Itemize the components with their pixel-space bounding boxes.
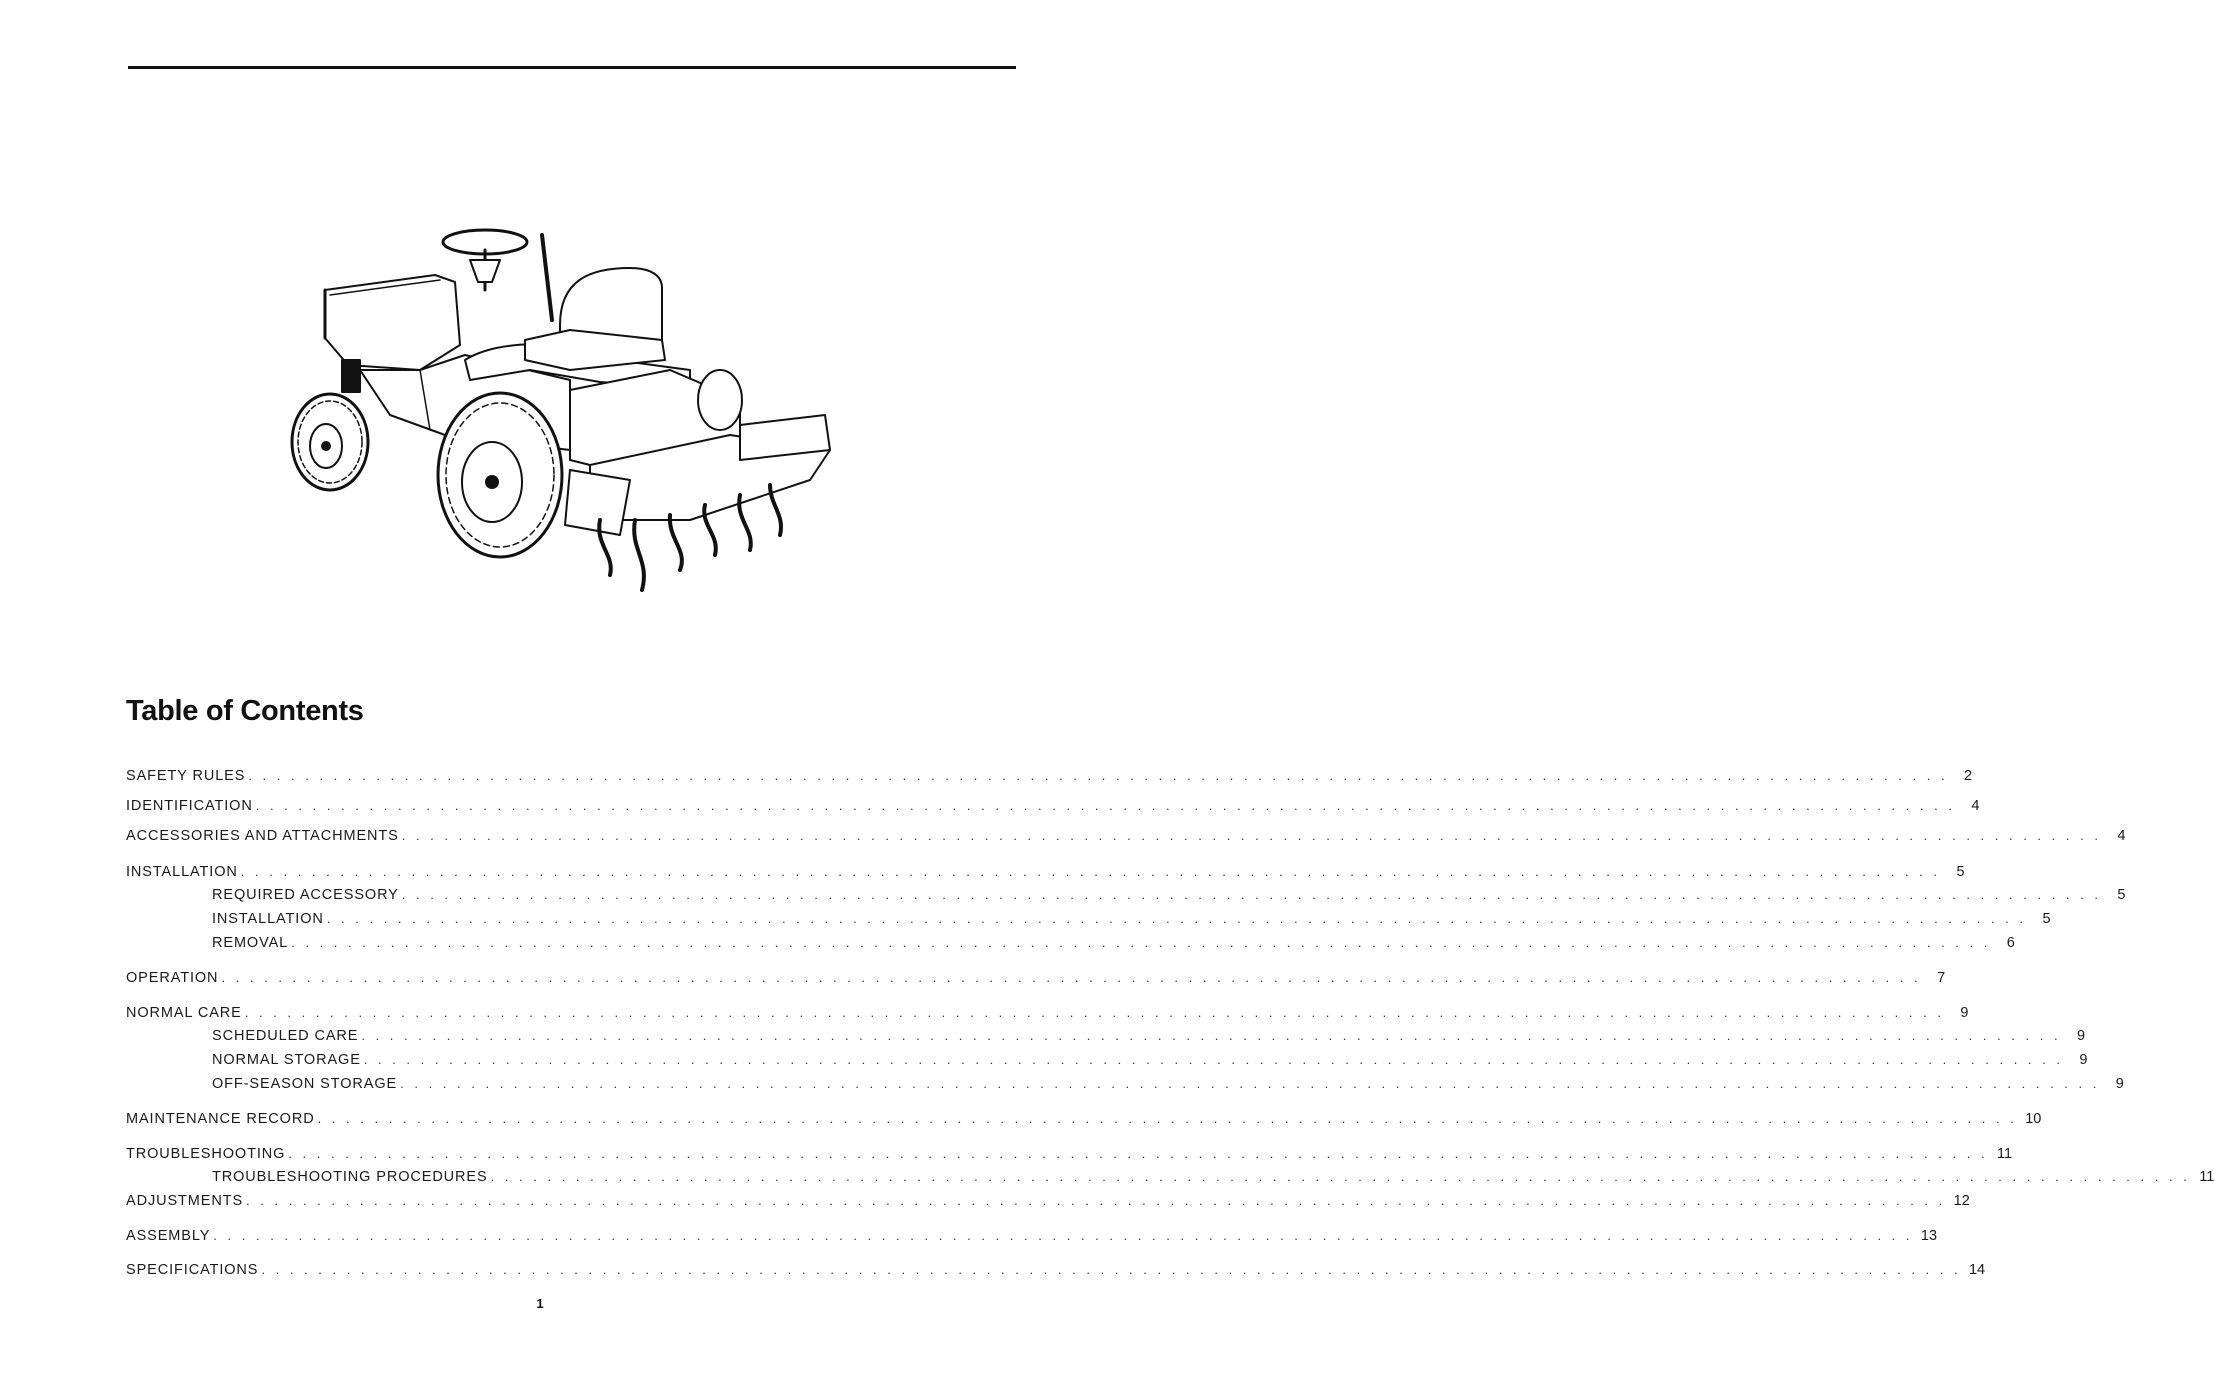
- toc-entry-label: SAFETY RULES: [126, 768, 246, 784]
- toc-dot-leader: . . . . . . . . . . . . . . . . . . . . . . . . . . . . . . . . . . . . . . . . . . . . . . . . . . . . . . . . . . . . . . . . . . . . . . . . . . . . . . . . . . . . . . . . . . . . . . . . . . . . . . . . . . . . . . . . . . . . . . . .: [401, 828, 2102, 843]
- toc-entry: [126, 1005, 1969, 1027]
- toc-entry-page: 2: [1963, 768, 1973, 784]
- toc-entry-page: 11: [1997, 1146, 2013, 1162]
- toc-entry-label: IDENTIFICATION: [126, 798, 253, 814]
- toc-dot-leader: . . . . . . . . . . . . . . . . . . . . . . . . . . . . . . . . . . . . . . . . . . . . . . . . . . . . . . . . . . . . . . . . . . . . . . . . . . . . . . . . . . . . . . . . . . . . . . . . . . . . . . . . . . . . . . . . . . . . . . . .: [244, 1005, 1945, 1020]
- toc-dot-leader: . . . . . . . . . . . . . . . . . . . . . . . . . . . . . . . . . . . . . . . . . . . . . . . . . . . . . . . . . . . . . . . . . . . . . . . . . . . . . . . . . . . . . . . . . . . . . . . . . . . . . . . . . . . . . . . . . . . . . . . .: [248, 768, 1949, 783]
- toc-entry: [126, 768, 1973, 790]
- toc-entry-page: 9: [1960, 1005, 1969, 1021]
- toc-entry: [126, 1146, 2013, 1168]
- toc-dot-leader: . . . . . . . . . . . . . . . . . . . . . . . . . . . . . . . . . . . . . . . . . . . . . . . . . . . . . . . . . . . . . . . . . . . . . . . . . . . . . . . . . . . . . . . . . . . . . . . . . . . . . . . . . . . . . . . . . . . . . . . .: [291, 935, 1991, 950]
- toc-entry: [126, 1169, 2214, 1191]
- toc-entry-page: 14: [1968, 1262, 1986, 1278]
- toc-dot-leader: . . . . . . . . . . . . . . . . . . . . . . . . . . . . . . . . . . . . . . . . . . . . . . . . . . . . . . . . . . . . . . . . . . . . . . . . . . . . . . . . . . . . . . . . . . . . . . . . . . . . . . . . . . . . . . . . . . . . . . . .: [261, 1262, 1962, 1277]
- page-number: 1: [536, 1296, 544, 1311]
- toc-entry: [126, 1228, 1938, 1250]
- toc-entry-label: MAINTENANCE RECORD: [126, 1111, 315, 1127]
- toc-entry-label: INSTALLATION: [126, 864, 238, 880]
- toc-entry-label: REMOVAL: [212, 935, 289, 951]
- toc-entry-page: 12: [1953, 1193, 1970, 1209]
- toc-entry: [126, 1262, 1986, 1284]
- toc-entry-label: SPECIFICATIONS: [126, 1262, 259, 1278]
- toc-dot-leader: . . . . . . . . . . . . . . . . . . . . . . . . . . . . . . . . . . . . . . . . . . . . . . . . . . . . . . . . . . . . . . . . . . . . . . . . . . . . . . . . . . . . . . . . . . . . . . . . . . . . . . . . . . . . . . . . . . . . . . . .: [246, 1193, 1946, 1208]
- toc-dot-leader: . . . . . . . . . . . . . . . . . . . . . . . . . . . . . . . . . . . . . . . . . . . . . . . . . . . . . . . . . . . . . . . . . . . . . . . . . . . . . . . . . . . . . . . . . . . . . . . . . . . . . . . . . . . . . . . . . . . . . . . .: [400, 1076, 2100, 1091]
- toc-entry-page: 11: [2199, 1169, 2214, 1185]
- toc-entry-page: 9: [2077, 1028, 2086, 1044]
- toc-dot-leader: . . . . . . . . . . . . . . . . . . . . . . . . . . . . . . . . . . . . . . . . . . . . . . . . . . . . . . . . . . . . . . . . . . . . . . . . . . . . . . . . . . . . . . . . . . . . . . . . . . . . . . . . . . . . . . . . . . . . . . . .: [317, 1111, 2018, 1126]
- toc-entry: [126, 1052, 2088, 1074]
- top-rule: [128, 66, 1016, 69]
- toc-entry-label: ACCESSORIES AND ATTACHMENTS: [126, 828, 399, 844]
- toc-entry-label: NORMAL STORAGE: [212, 1052, 361, 1068]
- toc-entry: [126, 887, 2126, 909]
- toc-entry-page: 9: [2079, 1052, 2088, 1068]
- toc-entry: [126, 798, 1980, 820]
- toc-entry-page: 4: [1971, 798, 1980, 814]
- toc-entry-label: TROUBLESHOOTING: [126, 1146, 286, 1162]
- toc-entry-label: OPERATION: [126, 970, 219, 986]
- toc-entry-label: SCHEDULED CARE: [212, 1028, 359, 1044]
- toc-entry-page: 5: [2042, 911, 2051, 927]
- toc-dot-leader: . . . . . . . . . . . . . . . . . . . . . . . . . . . . . . . . . . . . . . . . . . . . . . . . . . . . . . . . . . . . . . . . . . . . . . . . . . . . . . . . . . . . . . . . . . . . . . . . . . . . . . . . . . . . . . . . . . . . . . . .: [288, 1146, 1989, 1161]
- toc-dot-leader: . . . . . . . . . . . . . . . . . . . . . . . . . . . . . . . . . . . . . . . . . . . . . . . . . . . . . . . . . . . . . . . . . . . . . . . . . . . . . . . . . . . . . . . . . . . . . . . . . . . . . . . . . . . . . . . . . . . . . . . .: [363, 1052, 2064, 1067]
- toc-entry-label: TROUBLESHOOTING PROCEDURES: [212, 1169, 488, 1185]
- toc-entry-label: REQUIRED ACCESSORY: [212, 887, 399, 903]
- toc-entry: [126, 1076, 2124, 1098]
- toc-entry-label: NORMAL CARE: [126, 1005, 242, 1021]
- toc-entry: [126, 828, 2126, 850]
- toc-entry-page: 5: [2117, 887, 2126, 903]
- toc-dot-leader: . . . . . . . . . . . . . . . . . . . . . . . . . . . . . . . . . . . . . . . . . . . . . . . . . . . . . . . . . . . . . . . . . . . . . . . . . . . . . . . . . . . . . . . . . . . . . . . . . . . . . . . . . . . . . . . . . . . . . . . .: [213, 1228, 1914, 1243]
- toc-entry-label: INSTALLATION: [212, 911, 324, 927]
- toc-entry-label: ASSEMBLY: [126, 1228, 211, 1244]
- toc-entry-page: 13: [1920, 1228, 1938, 1244]
- toc-dot-leader: . . . . . . . . . . . . . . . . . . . . . . . . . . . . . . . . . . . . . . . . . . . . . . . . . . . . . . . . . . . . . . . . . . . . . . . . . . . . . . . . . . . . . . . . . . . . . . . . . . . . . . . . . . . . . . . . . . . . . . . .: [401, 887, 2102, 902]
- toc-entry-page: 6: [2006, 935, 2015, 951]
- toc-dot-leader: . . . . . . . . . . . . . . . . . . . . . . . . . . . . . . . . . . . . . . . . . . . . . . . . . . . . . . . . . . . . . . . . . . . . . . . . . . . . . . . . . . . . . . . . . . . . . . . . . . . . . . . . . . . . . . . . . . . . . . . .: [326, 911, 2027, 926]
- toc-entry-page: 5: [1956, 864, 1965, 880]
- toc-dot-leader: . . . . . . . . . . . . . . . . . . . . . . . . . . . . . . . . . . . . . . . . . . . . . . . . . . . . . . . . . . . . . . . . . . . . . . . . . . . . . . . . . . . . . . . . . . . . . . . . . . . . . . . . . . . . . . . . . . . . . . . .: [361, 1028, 2062, 1043]
- toc-entry-page: 7: [1937, 970, 1946, 986]
- toc-entry-page: 9: [2115, 1076, 2124, 1092]
- toc-entry: [126, 1028, 2086, 1050]
- tractor-with-tiller-icon: [270, 220, 840, 600]
- toc-entry-label: OFF-SEASON STORAGE: [212, 1076, 398, 1092]
- toc-dot-leader: . . . . . . . . . . . . . . . . . . . . . . . . . . . . . . . . . . . . . . . . . . . . . . . . . . . . . . . . . . . . . . . . . . . . . . . . . . . . . . . . . . . . . . . . . . . . . . . . . . . . . . . . . . . . . . . . . . . . . . . .: [240, 864, 1941, 879]
- toc-entry-page: 4: [2117, 828, 2126, 844]
- toc-entry: [126, 935, 2015, 957]
- toc-entry: [126, 1111, 2042, 1133]
- toc-dot-leader: . . . . . . . . . . . . . . . . . . . . . . . . . . . . . . . . . . . . . . . . . . . . . . . . . . . . . . . . . . . . . . . . . . . . . . . . . . . . . . . . . . . . . . . . . . . . . . . . . . . . . . . . . . . . . . . . . . . . . . . .: [221, 970, 1922, 985]
- toc-entry: [126, 864, 1965, 886]
- toc-dot-leader: . . . . . . . . . . . . . . . . . . . . . . . . . . . . . . . . . . . . . . . . . . . . . . . . . . . . . . . . . . . . . . . . . . . . . . . . . . . . . . . . . . . . . . . . . . . . . . . . . . . . . . . . . . . . . . . . . . . . . . . .: [490, 1169, 2191, 1184]
- page-title: Table of Contents: [126, 695, 364, 727]
- toc-entry-label: ADJUSTMENTS: [126, 1193, 244, 1209]
- toc-entry-page: 10: [2025, 1111, 2042, 1127]
- toc-dot-leader: . . . . . . . . . . . . . . . . . . . . . . . . . . . . . . . . . . . . . . . . . . . . . . . . . . . . . . . . . . . . . . . . . . . . . . . . . . . . . . . . . . . . . . . . . . . . . . . . . . . . . . . . . . . . . . . . . . . . . . . .: [255, 798, 1956, 813]
- toc-entry: [126, 1193, 1970, 1215]
- toc-entry: [126, 970, 1946, 992]
- toc-entry: [126, 911, 2051, 933]
